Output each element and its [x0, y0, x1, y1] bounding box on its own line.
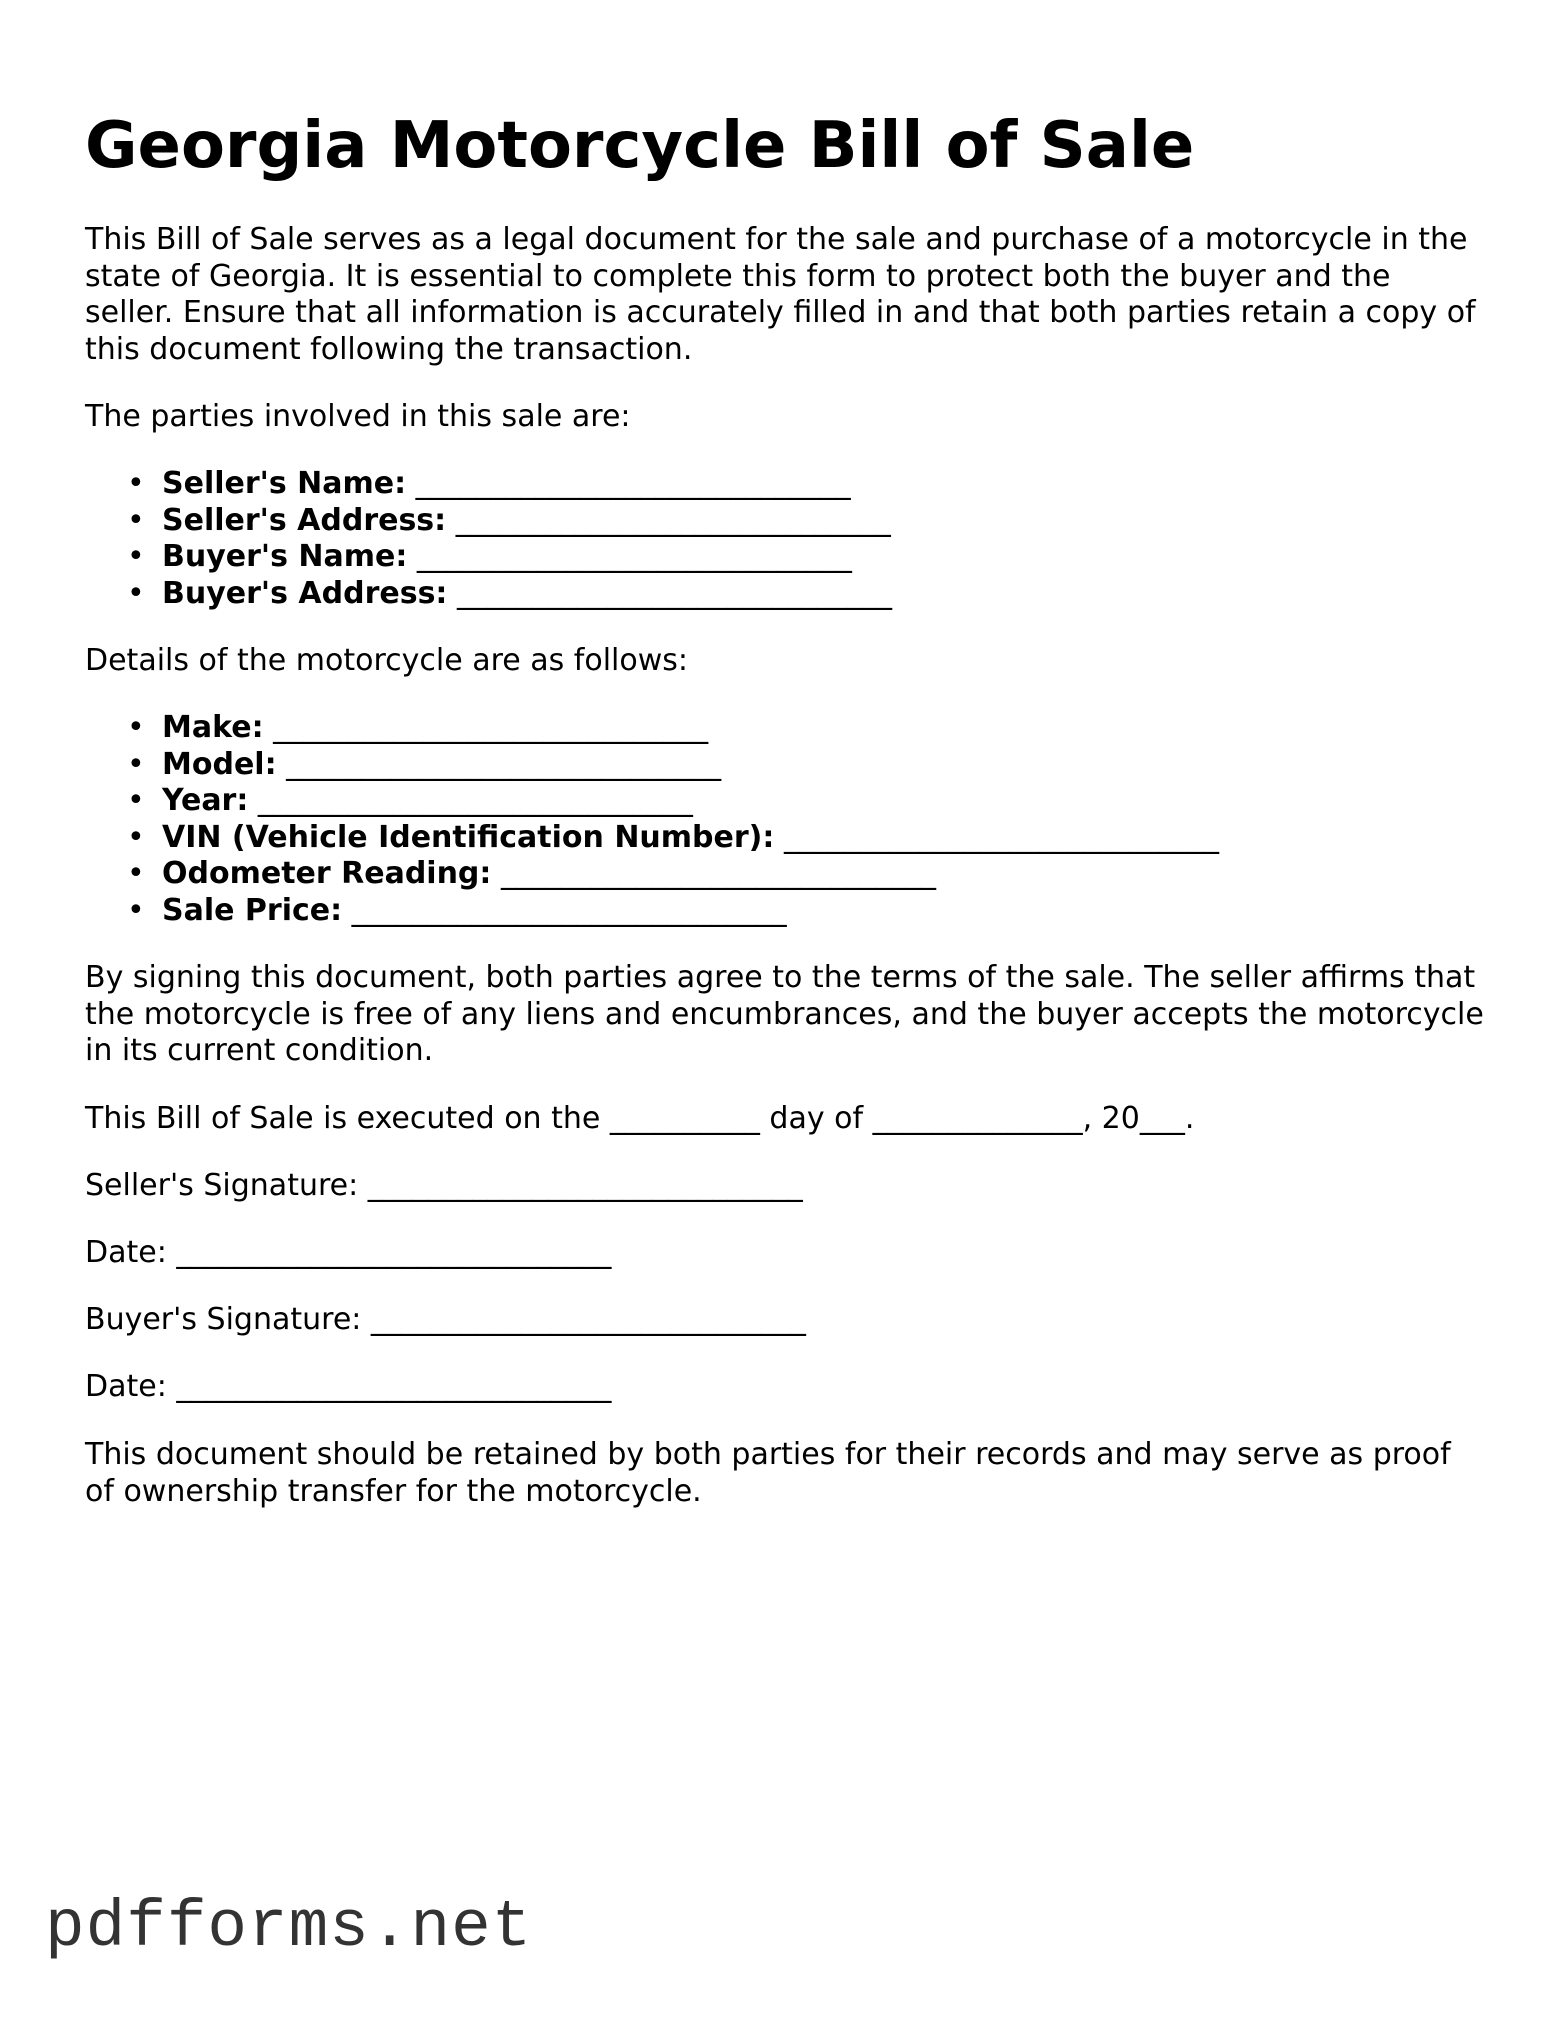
field-label: Model:: [162, 746, 277, 782]
seller-address-blank[interactable]: _____________________________: [455, 502, 891, 538]
buyer-name-blank[interactable]: _____________________________: [416, 539, 852, 574]
field-label: Seller's Address:: [162, 502, 447, 538]
buyer-date-line[interactable]: Date: _____________________________: [85, 1369, 612, 1404]
list-item: [162, 856, 1219, 893]
seller-name-blank[interactable]: _____________________________: [415, 466, 851, 501]
intro-paragraph: This Bill of Sale serves as a legal document for the sale and purchase of a motorcycle in the state of Georgia. It is essential to complete this form to protect both the buyer and the seller. Ensure that all information is accurately filled in and that both parties retain a copy of this document following the transaction.: [85, 222, 1476, 367]
list-item: [162, 539, 892, 576]
seller-date-line[interactable]: Date: _____________________________: [85, 1235, 612, 1270]
list-item: [162, 747, 1219, 784]
list-item: [162, 466, 892, 503]
closing-paragraph: This document should be retained by both parties for their records and may serve as proof of ownership transfer for the motorcycle.: [85, 1437, 1451, 1509]
field-label: Year:: [162, 783, 249, 818]
field-label: Seller's Name:: [162, 466, 407, 501]
field-label: Odometer Reading:: [162, 856, 492, 891]
field-label: Buyer's Name:: [162, 539, 408, 574]
field-label: Sale Price:: [162, 892, 343, 928]
field-label: Make:: [162, 710, 264, 745]
motorcycle-heading: Details of the motorcycle are as follows:: [85, 643, 689, 678]
list-item: [162, 710, 1219, 747]
list-item: [162, 820, 1219, 857]
execution-date-line[interactable]: This Bill of Sale is executed on the __________ day of ______________, 20___.: [85, 1101, 1195, 1136]
list-item: [162, 893, 1219, 930]
parties-list: [85, 466, 892, 612]
sale-price-blank[interactable]: _____________________________: [351, 892, 787, 928]
motorcycle-list: [85, 710, 1219, 929]
parties-heading: The parties involved in this sale are:: [85, 399, 631, 434]
model-blank[interactable]: _____________________________: [286, 746, 722, 782]
list-item: [162, 503, 892, 540]
list-item: [162, 783, 1219, 820]
vin-blank[interactable]: _____________________________: [783, 819, 1219, 855]
year-blank[interactable]: _____________________________: [257, 783, 693, 818]
document-title: Georgia Motorcycle Bill of Sale: [85, 109, 1195, 183]
seller-signature-line[interactable]: Seller's Signature: _____________________________: [85, 1168, 803, 1203]
terms-paragraph: By signing this document, both parties agree to the terms of the sale. The seller affirms that the motorcycle is free of any liens and encumbrances, and the buyer accepts the motorcycle in its current condition.: [85, 960, 1484, 1068]
watermark-logo: pdfforms.net: [45, 1890, 533, 1965]
buyer-address-blank[interactable]: _____________________________: [456, 575, 892, 611]
field-label: Buyer's Address:: [162, 575, 448, 611]
list-item: [162, 576, 892, 613]
field-label: VIN (Vehicle Identification Number):: [162, 819, 775, 855]
buyer-signature-line[interactable]: Buyer's Signature: _____________________________: [85, 1302, 806, 1337]
make-blank[interactable]: _____________________________: [273, 710, 709, 745]
odometer-blank[interactable]: _____________________________: [500, 856, 936, 891]
